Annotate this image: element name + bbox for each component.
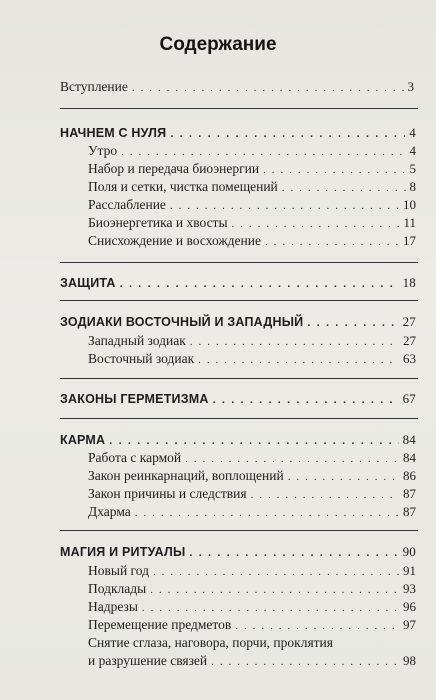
- toc-page-number: 27: [402, 314, 416, 329]
- dot-leader: [153, 567, 399, 578]
- toc-section-karma: [60, 433, 416, 447]
- dot-leader: [170, 129, 405, 140]
- toc-entry-label: Набор и передача биоэнергии: [88, 161, 260, 176]
- toc-entry: [88, 334, 416, 348]
- toc-entry-label: Дхарма: [88, 504, 131, 519]
- toc-section-protection: [60, 276, 416, 290]
- toc-entry: [88, 144, 416, 158]
- toc-page-number: 98: [403, 653, 416, 668]
- toc-entry: [88, 198, 416, 212]
- dot-leader: [288, 472, 399, 483]
- section-divider: [60, 378, 418, 379]
- section-divider: [60, 418, 418, 419]
- toc-page-number: 84: [402, 432, 416, 447]
- toc-entry-label: Подклады: [88, 581, 147, 596]
- section-divider: [60, 262, 418, 263]
- toc-section-magic: [60, 545, 416, 559]
- dot-leader: [142, 603, 399, 614]
- toc-section-start: [60, 126, 416, 140]
- toc-page-number: 86: [403, 468, 416, 483]
- toc-entry-label: Перемещение предметов: [88, 617, 232, 632]
- toc-entry-label: Работа с кармой: [88, 450, 182, 465]
- toc-entry: [88, 234, 416, 248]
- toc-section-label: ЗАЩИТА: [60, 276, 116, 290]
- toc-page-number: 11: [403, 215, 416, 230]
- toc-section-label: МАГИЯ И РИТУАЛЫ: [60, 545, 186, 559]
- dot-leader: [185, 454, 399, 465]
- toc-page-number: 91: [403, 563, 416, 578]
- toc-section-label: КАРМА: [60, 433, 106, 447]
- toc-section-hermetic: [60, 392, 416, 406]
- dot-leader: [307, 318, 398, 329]
- toc-entry-label: Надрезы: [88, 599, 138, 614]
- toc-page-number: 4: [409, 143, 416, 158]
- toc-page-number: 17: [403, 233, 416, 248]
- toc-page-number: 63: [403, 351, 416, 366]
- toc-entry-label: Биоэнергетика и хвосты: [88, 215, 228, 230]
- dot-leader: [132, 83, 404, 94]
- section-divider: [60, 108, 418, 109]
- toc-entry-label: Новый год: [88, 563, 149, 578]
- toc-entry: [88, 618, 416, 632]
- section-divider: [60, 300, 418, 301]
- toc-page-number: 10: [403, 197, 416, 212]
- toc-entry-label: Восточный зодиак: [88, 351, 195, 366]
- toc-page-number: 8: [409, 179, 416, 194]
- toc-entry-multiline-first: [88, 636, 416, 650]
- toc-page-number: 27: [403, 333, 416, 348]
- dot-leader: [235, 621, 399, 632]
- toc-page-number: 4: [409, 125, 416, 140]
- toc-entry: [88, 654, 416, 668]
- toc-page-number: 93: [403, 581, 416, 596]
- toc-page-number: 90: [402, 544, 416, 559]
- toc-page-number: 87: [403, 486, 416, 501]
- toc-section-label: НАЧНЕМ С НУЛЯ: [60, 126, 167, 140]
- toc-entry-label: Снисхождение и восхождение: [88, 233, 261, 248]
- toc-page-number: 96: [403, 599, 416, 614]
- toc-entry: [88, 582, 416, 596]
- toc-entry: [88, 352, 416, 366]
- toc-entry-intro: [60, 80, 414, 94]
- toc-entry-label: и разрушение связей: [88, 653, 208, 668]
- dot-leader: [170, 201, 399, 212]
- dot-leader: [189, 548, 398, 559]
- section-divider: [60, 530, 418, 531]
- toc-page-number: 18: [402, 275, 416, 290]
- dot-leader: [198, 355, 399, 366]
- dot-leader: [109, 436, 398, 447]
- dot-leader: [251, 490, 399, 501]
- toc-page-number: 5: [409, 161, 416, 176]
- toc-entry: [88, 600, 416, 614]
- toc-page-number: 84: [403, 450, 416, 465]
- page-title: Содержание: [159, 34, 277, 55]
- dot-leader: [213, 395, 399, 406]
- toc-section-label: ЗОДИАКИ ВОСТОЧНЫЙ И ЗАПАДНЫЙ: [60, 315, 304, 329]
- toc-entry: [88, 564, 416, 578]
- dot-leader: [121, 147, 405, 158]
- toc-entry-label: Закон реинкарнаций, воплощений: [88, 468, 284, 483]
- toc-page-number: 87: [403, 504, 416, 519]
- toc-page-number: 3: [407, 79, 414, 94]
- dot-leader: [263, 165, 405, 176]
- toc-entry-label: Утро: [88, 143, 118, 158]
- toc-entry: [88, 505, 416, 519]
- toc-entry-label: Поля и сетки, чистка помещений: [88, 179, 278, 194]
- toc-entry-label: Вступление: [60, 79, 128, 94]
- toc-page-number: 67: [402, 391, 416, 406]
- toc-section-label: ЗАКОНЫ ГЕРМЕТИЗМА: [60, 392, 209, 406]
- toc-entry-label: Расслабление: [88, 197, 166, 212]
- toc-entry-label: Западный зодиак: [88, 333, 186, 348]
- dot-leader: [150, 585, 399, 596]
- toc-entry: [88, 162, 416, 176]
- toc-entry: [88, 451, 416, 465]
- toc-entry-label: Снятие сглаза, наговора, порчи, проклятия: [88, 635, 333, 650]
- dot-leader: [120, 279, 399, 290]
- toc-entry: [88, 216, 416, 230]
- dot-leader: [190, 337, 399, 348]
- dot-leader: [211, 657, 399, 668]
- dot-leader: [282, 183, 406, 194]
- dot-leader: [135, 508, 399, 519]
- toc-entry: [88, 469, 416, 483]
- toc-entry-label: Закон причины и следствия: [88, 486, 247, 501]
- toc-page-number: 97: [403, 617, 416, 632]
- toc-entry: [88, 487, 416, 501]
- toc-entry: [88, 180, 416, 194]
- dot-leader: [265, 237, 399, 248]
- dot-leader: [232, 219, 400, 230]
- toc-section-zodiacs: [60, 315, 416, 329]
